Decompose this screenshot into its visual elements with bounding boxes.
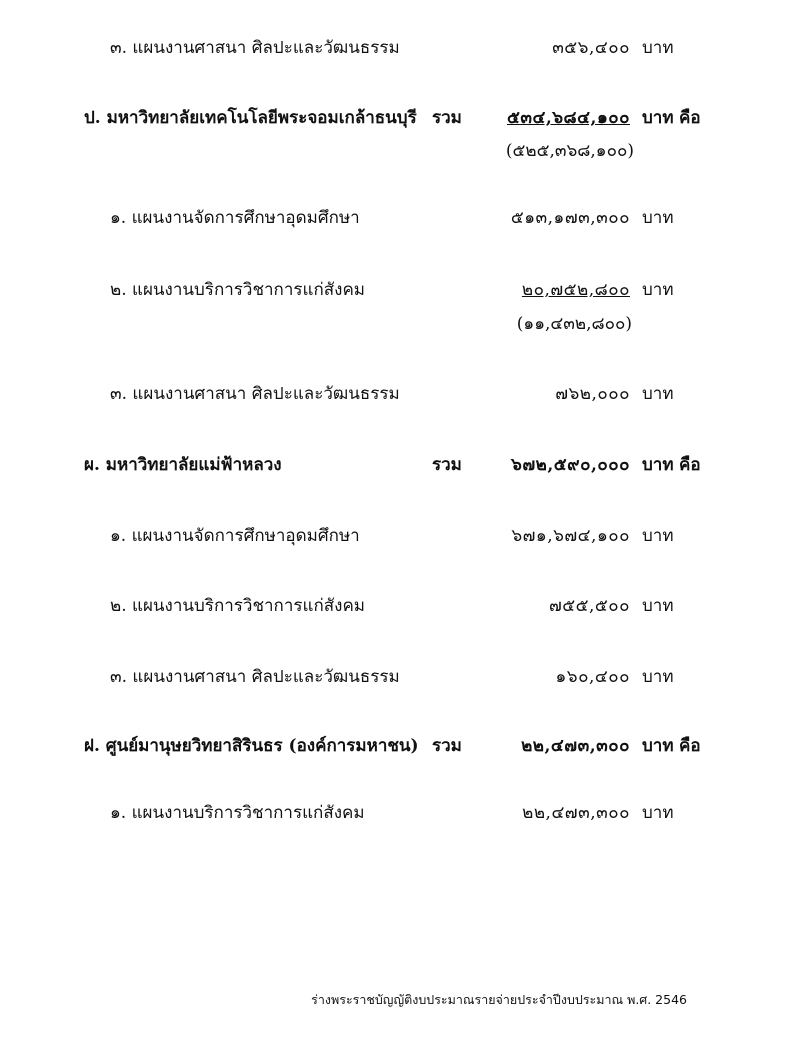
- plan-label: ๓. แผนงานศาสนา ศิลปะและวัฒนธรรม: [110, 384, 400, 404]
- institution-total-line: [0, 451, 800, 481]
- total-amount: ๒๒,๔๗๓,๓๐๐: [521, 736, 630, 756]
- institution-label: ป. มหาวิทยาลัยเทคโนโลยีพระจอมเกล้าธนบุรี: [84, 108, 417, 128]
- budget-line: [0, 592, 800, 622]
- institution-label: ฝ. ศูนย์มานุษยวิทยาสิรินธร (องค์การมหาชน): [84, 736, 419, 756]
- unit-label: บาท: [642, 803, 674, 823]
- total-amount: ๕๓๔,๖๘๔,๑๐๐: [506, 108, 630, 128]
- total-label: รวม: [432, 736, 462, 756]
- unit-label: บาท: [642, 280, 674, 300]
- revised-amount: (๑๑,๔๓๒,๘๐๐): [516, 314, 632, 334]
- budget-line: [0, 276, 800, 306]
- unit-label: บาท: [642, 736, 674, 756]
- plan-label: ๑. แผนงานจัดการศึกษาอุดมศึกษา: [110, 208, 360, 228]
- suffix-label: คือ: [679, 736, 701, 756]
- revised-amount: (๕๒๕,๓๖๘,๑๐๐): [505, 141, 634, 161]
- plan-label: ๓. แผนงานศาสนา ศิลปะและวัฒนธรรม: [110, 38, 400, 58]
- unit-label: บาท: [642, 596, 674, 616]
- plan-label: ๒. แผนงานบริการวิชาการแก่สังคม: [110, 596, 366, 616]
- amount: ๕๑๓,๑๗๓,๓๐๐: [510, 208, 630, 228]
- amount: ๓๕๖,๔๐๐: [552, 38, 630, 58]
- amount: ๗๕๕,๕๐๐: [548, 596, 630, 616]
- unit-label: บาท: [642, 384, 674, 404]
- unit-label: บาท: [642, 526, 674, 546]
- unit-label: บาท: [642, 208, 674, 228]
- unit-label: บาท: [642, 667, 674, 687]
- amount: ๑๖๐,๔๐๐: [555, 667, 630, 687]
- plan-label: ๓. แผนงานศาสนา ศิลปะและวัฒนธรรม: [110, 667, 400, 687]
- plan-label: ๑. แผนงานบริการวิชาการแก่สังคม: [110, 803, 365, 823]
- amount: ๒๐,๗๕๒,๘๐๐: [521, 280, 630, 300]
- budget-line: [0, 663, 800, 693]
- amount: ๗๖๒,๐๐๐: [555, 384, 630, 404]
- institution-label: ผ. มหาวิทยาลัยแม่ฟ้าหลวง: [84, 455, 282, 475]
- revised-amount-line: [0, 310, 800, 340]
- unit-label: บาท: [642, 108, 674, 128]
- budget-line: [0, 522, 800, 552]
- budget-line: [0, 380, 800, 410]
- budget-line: [0, 799, 800, 829]
- total-label: รวม: [432, 455, 462, 475]
- total-label: รวม: [432, 108, 462, 128]
- budget-line: [0, 204, 800, 234]
- plan-label: ๒. แผนงานบริการวิชาการแก่สังคม: [110, 280, 366, 300]
- revised-amount-line: [0, 137, 800, 167]
- suffix-label: คือ: [679, 455, 701, 475]
- suffix-label: คือ: [679, 108, 701, 128]
- amount: ๒๒,๔๗๓,๓๐๐: [522, 803, 630, 823]
- unit-label: บาท: [642, 38, 674, 58]
- document-footer: ร่างพระราชบัญญัติงบประมาณรายจ่ายประจำปีงบประมาณ พ.ศ. 2546: [311, 992, 687, 1007]
- plan-label: ๑. แผนงานจัดการศึกษาอุดมศึกษา: [110, 526, 360, 546]
- budget-line: [0, 34, 800, 64]
- institution-total-line: [0, 732, 800, 762]
- amount: ๖๗๑,๖๗๔,๑๐๐: [511, 526, 630, 546]
- unit-label: บาท: [642, 455, 674, 475]
- institution-total-line: [0, 104, 800, 134]
- total-amount: ๖๗๒,๕๙๐,๐๐๐: [511, 455, 630, 475]
